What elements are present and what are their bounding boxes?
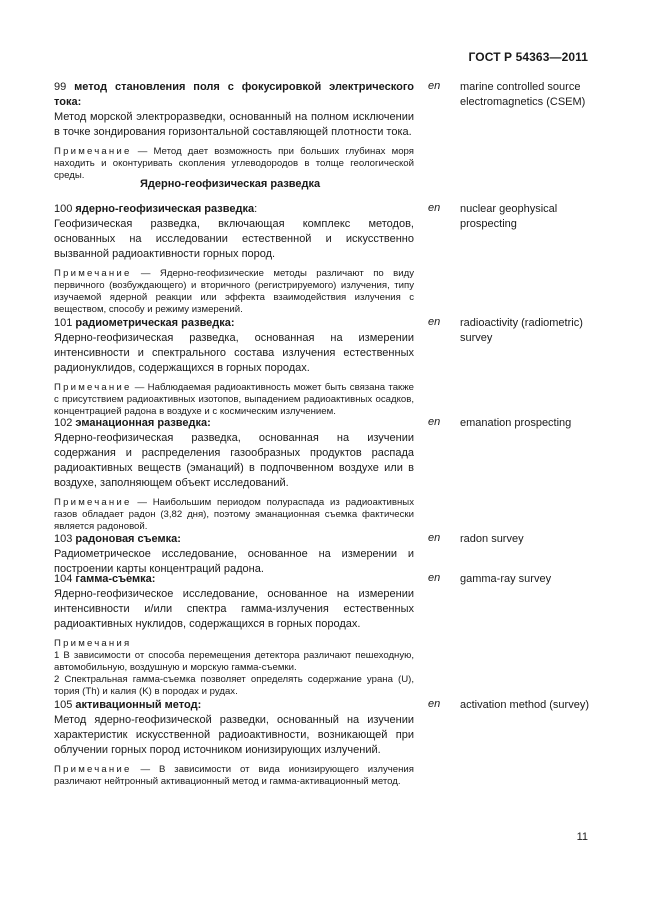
notes-label: Примечания [54, 638, 132, 649]
term-entry-103 [54, 532, 414, 577]
term-definition: Метод ядерно-геофизической разведки, основанный на изучении характеристик искусственной радиоактивности, возникающей при облучении горных пород источником ионизирующих излучений. [54, 714, 414, 756]
term-number: 105 [54, 699, 73, 711]
english-equivalent-101: radioactivity (radiometric) survey [460, 317, 583, 344]
english-equivalent-105: activation method (survey) [460, 699, 589, 711]
term-entry-99 [54, 80, 414, 182]
term-title: активационный метод: [75, 699, 202, 711]
term-entry-105 [54, 698, 414, 788]
term-definition: Геофизическая разведка, включающая комплекс методов, основанных на исследовании естественной и искусственно вызванной радиоактивности горных пород. [54, 218, 414, 260]
section-title: Ядерно-геофизическая разведка [140, 178, 321, 190]
term-definition: Ядерно-геофизическая разведка, основанная на изучении содержания и распределения газообразных продуктов распада радиоактивных веществ (эманаций) в подпочвенном воздухе или в воздухе, заполняющем объект исследований. [54, 432, 414, 489]
note-label: Примечание [54, 764, 132, 775]
term-note [54, 764, 414, 788]
note-label: Примечание [54, 497, 132, 508]
lang-tag: en [428, 80, 441, 92]
term-number: 102 [54, 417, 73, 429]
term-entry-101 [54, 316, 414, 418]
term-number: 99 [54, 81, 67, 93]
term-note [54, 146, 414, 182]
note-label: Примечание [54, 382, 132, 393]
term-notes [54, 638, 414, 698]
note-item: 1 В зависимости от способа перемещения детектора различают пешеходную, автомобильную, воздушную и морскую гамма-съемки. [54, 650, 414, 673]
note-label: Примечание [54, 268, 132, 279]
term-number: 103 [54, 533, 73, 545]
lang-tag: en [428, 698, 441, 710]
document-header: ГОСТ Р 54363—2011 [468, 50, 588, 64]
term-title: эманационная разведка: [75, 417, 211, 429]
term-definition: Ядерно-геофизическое исследование, основанное на измерении интенсивности и/или спектра гамма-излучения естественных радиоактивных нуклидов, содержащихся в горных породах. [54, 588, 414, 630]
term-note [54, 382, 414, 418]
note-item: 2 Спектральная гамма-съемка позволяет определять содержание урана (U), тория (Th) и калия (K) в породах и рудах. [54, 674, 414, 697]
lang-tag: en [428, 416, 441, 428]
term-number: 104 [54, 573, 73, 585]
english-equivalent-99: marine controlled source electromagnetics (CSEM) [460, 81, 586, 108]
term-definition: Метод морской электроразведки, основанный на полном исключении в точке зондирования горизонтальной составляющей плотности тока. [54, 111, 414, 138]
english-equivalent-102: emanation prospecting [460, 417, 572, 429]
term-note [54, 497, 414, 533]
page-number: 11 [576, 831, 588, 843]
note-text: — Наблюдаемая радиоактивность может быть связана также с присутствием радиоактивных изотопов, выпадением радиоактивных осадков, концентрацией радона в воздухе и с космическим излучением. [54, 382, 414, 417]
term-title: ядерно-геофизическая разведка [75, 203, 255, 215]
note-text: — Ядерно-геофизические методы различают по виду первичного (возбуждающего) и вторичного (регистрируемого) излучения, типу изучаемой ядерной реакции или эффекта взаимодействия излучения с веществом, способу и режиму измерений. [54, 268, 414, 315]
english-equivalent-100: nuclear geophysical prospecting [460, 203, 558, 230]
term-number: 101 [54, 317, 73, 329]
term-title: радиометрическая разведка: [75, 317, 235, 329]
term-entry-102 [54, 416, 414, 533]
english-equivalent-104: gamma-ray survey [460, 573, 552, 585]
lang-tag: en [428, 532, 441, 544]
lang-tag: en [428, 202, 441, 214]
lang-tag: en [428, 572, 441, 584]
lang-tag: en [428, 316, 441, 328]
term-title: гамма-съемка: [75, 573, 156, 585]
term-entry-104 [54, 572, 414, 698]
term-entry-100: 100 ядерно-геофизическая разведка: Геофизическая разведка, включающая комплекс методов, основанных на исследовании естественной и искусственно вызванной радиоактивности горных пород. Примечание — Ядерно-геофизические методы различают по виду первичного (возбуждающего) и вторичного (регистрируемого) излучения, типу изучаемой ядерной реакции или эффекта взаимодействия излучения с веществом, способу и режиму измерений. [54, 203, 414, 315]
note-text: — Наибольшим периодом полураспада из радиоактивных газов обладает радон (3,82 дня), поэтому эманационная съемка фактически является радоновой. [54, 497, 414, 532]
english-equivalent-103: radon survey [460, 533, 524, 545]
note-text: — В зависимости от вида ионизирующего излучения различают нейтронный активационный метод и гамма-активационный метод. [54, 764, 414, 787]
term-definition: Ядерно-геофизическая разведка, основанная на измерении интенсивности и спектрального состава излучения естественных радионуклидов, содержащихся в горных породах. [54, 332, 414, 374]
term-title: метод становления поля с фокусировкой электрического тока: [54, 81, 414, 108]
term-note [54, 268, 414, 316]
term-title: радоновая съемка: [75, 533, 181, 545]
term-definition: Радиометрическое исследование, основанное на измерении и построении карты концентраций радона. [54, 548, 414, 575]
term-number: 100 [54, 203, 73, 215]
note-label: Примечание [54, 146, 132, 157]
note-text: — Метод дает возможность при больших глубинах моря находить и оконтуривать скопления углеводородов в толще геологической среды. [54, 146, 414, 181]
